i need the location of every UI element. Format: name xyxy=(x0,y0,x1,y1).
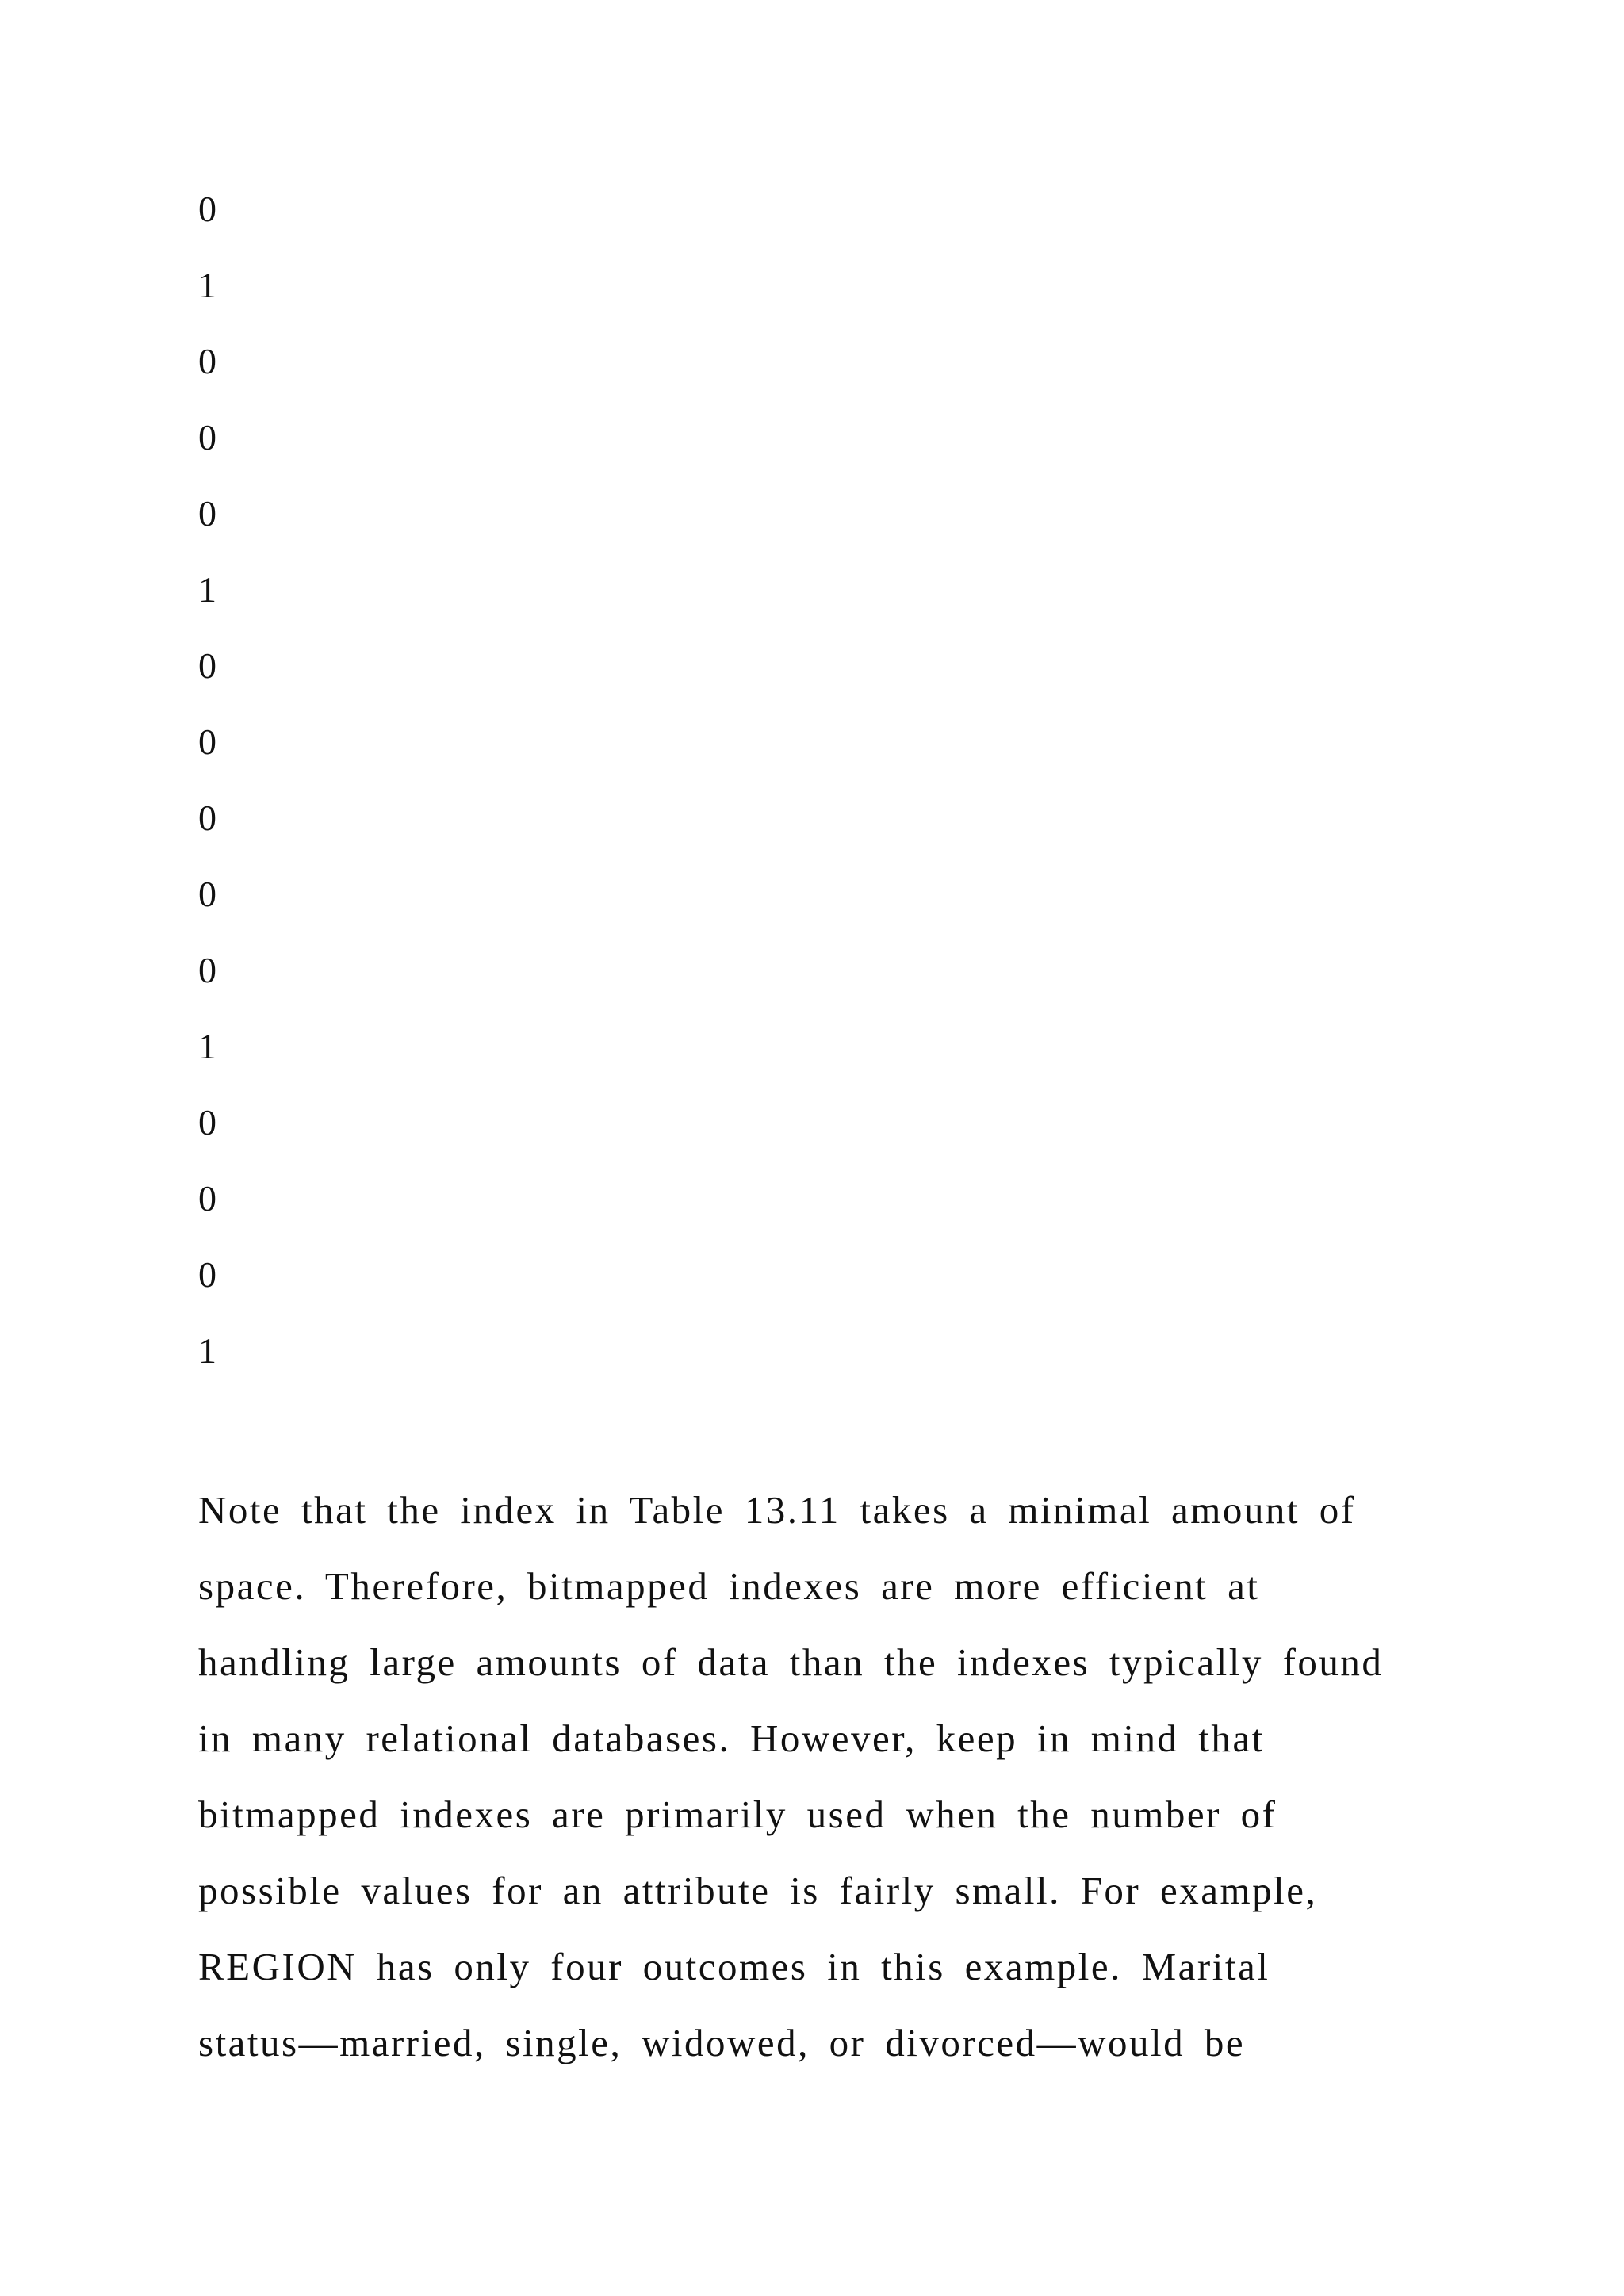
paragraph-line: handling large amounts of data than the indexes typically found xyxy=(198,1640,1384,1684)
paragraph-line: status—married, single, widowed, or divorced—would be xyxy=(198,2021,1246,2064)
bit-value: 0 xyxy=(198,1102,216,1142)
bitmap-column xyxy=(198,189,216,1410)
bit-value: 0 xyxy=(198,1178,216,1219)
bit-value: 0 xyxy=(198,798,216,838)
bit-value: 0 xyxy=(198,341,216,381)
paragraph-line: space. Therefore, bitmapped indexes are more efficient at xyxy=(198,1564,1260,1608)
bit-value: 0 xyxy=(198,721,216,762)
bit-value: 0 xyxy=(198,1254,216,1295)
paragraph-line: in many relational databases. However, keep in mind that xyxy=(198,1716,1265,1760)
bit-value: 0 xyxy=(198,189,216,229)
bit-value: 1 xyxy=(198,1026,216,1066)
bit-value: 0 xyxy=(198,493,216,534)
bit-value: 0 xyxy=(198,950,216,990)
bit-value: 0 xyxy=(198,417,216,457)
body-paragraph xyxy=(198,1490,1435,2099)
paragraph-line: bitmapped indexes are primarily used when the number of xyxy=(198,1793,1277,1836)
paragraph-line: REGION has only four outcomes in this example. Marital xyxy=(198,1945,1270,1988)
bit-value: 0 xyxy=(198,874,216,914)
bit-value: 1 xyxy=(198,265,216,305)
paragraph-line: possible values for an attribute is fairly small. For example, xyxy=(198,1869,1318,1912)
bit-value: 1 xyxy=(198,1330,216,1371)
bit-value: 0 xyxy=(198,645,216,686)
paragraph-line: Note that the index in Table 13.11 takes a minimal amount of xyxy=(198,1488,1356,1532)
bit-value: 1 xyxy=(198,569,216,610)
